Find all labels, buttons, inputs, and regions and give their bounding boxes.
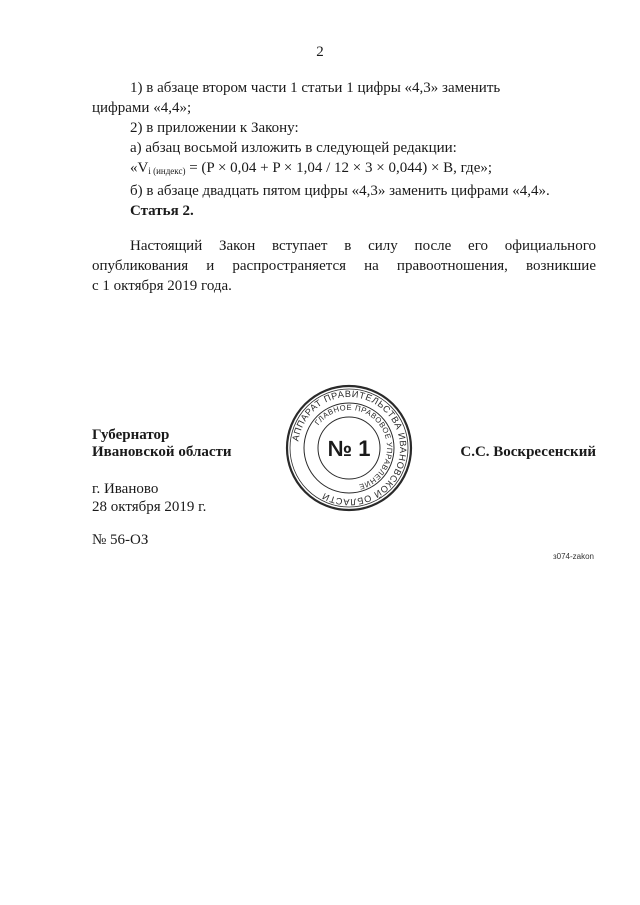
file-code: з074-zakon [552,552,594,561]
formula-subscript: i (индекс) [148,166,186,176]
page-number: 2 [316,44,324,60]
place-date [92,480,206,516]
amendment-list [92,78,596,201]
signer-name: С.С. Воскресенский [460,444,596,460]
amendment-item-2: 2) в приложении к Закону: [130,120,299,136]
seal-ring-text: АППАРАТ ПРАВИТЕЛЬСТВА ИВАНОВСКОЙ ОБЛАСТИ [290,388,409,508]
seal-number: № 1 [327,436,371,461]
date: 28 октября 2019 г. [92,499,207,515]
signer-title [92,427,232,461]
amendment-item-1-line-2: цифрами «4,4»; [92,100,192,116]
formula-line [92,158,596,181]
signer-title-line-1: Губернатор [92,427,170,443]
article-2-line-2: опубликования и распространяется на правоотношения, возникшие [92,258,596,274]
amendment-item-2a: а) абзац восьмой изложить в следующей редакции: [130,140,457,156]
seal-inner-text: ГЛАВНОЕ ПРАВОВОЕ УПРАВЛЕНИЕ [312,402,395,492]
formula-prefix: «V [130,160,149,176]
amendment-item-1 [92,78,596,118]
amendment-item-2b: б) в абзаце двадцать пятом цифры «4,3» заменить цифрами «4,4». [130,183,550,199]
article-2-body [92,236,596,296]
article-2-line-3: с 1 октября 2019 года. [92,278,232,294]
signer-title-line-2: Ивановской области [92,444,232,460]
official-seal [284,383,414,513]
place: г. Иваново [92,481,159,497]
amendment-item-1-line-1: 1) в абзаце втором части 1 статьи 1 цифры «4,3» заменить [130,80,501,96]
law-number: № 56-ОЗ [92,532,149,548]
formula-rest: = (P × 0,04 + P × 1,04 / 12 × 3 × 0,044) × B, где»; [185,160,493,176]
article-2-heading: Статья 2. [130,203,194,219]
article-2-line-1: Настоящий Закон вступает в силу после его официального [130,238,596,254]
